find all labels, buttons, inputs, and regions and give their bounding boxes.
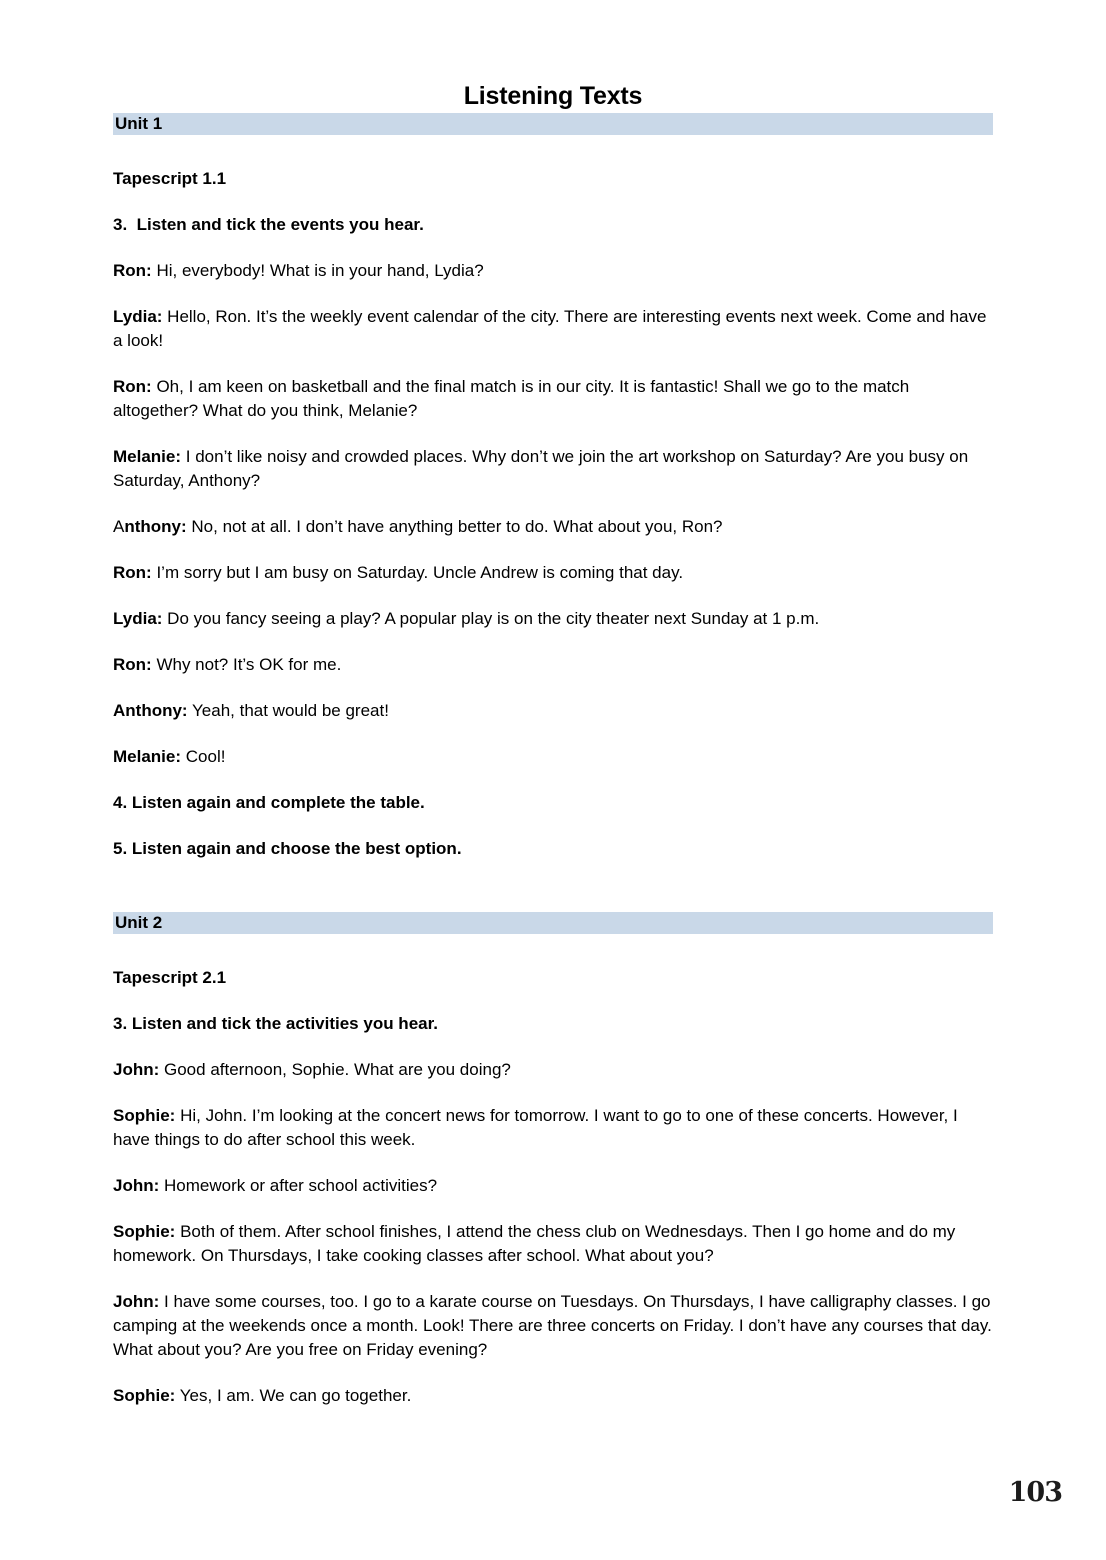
dialogue-text: I have some courses, too. I go to a karate course on Tuesdays. On Thursdays, I have calligraphy classes. I go camping at the weekends once a month. Look! There are three concerts on Friday. I don’t have any courses that day. What about you? Are you free on Friday evening?: [113, 1292, 997, 1359]
speaker-name: Ron:: [113, 261, 152, 280]
dialogue-text: Do you fancy seeing a play? A popular play is on the city theater next Sunday at 1 p.m.: [162, 609, 820, 628]
dialogue-text: Cool!: [181, 747, 226, 766]
speaker-name: Sophie:: [113, 1222, 176, 1241]
speaker-name: Melanie:: [113, 747, 182, 766]
page-title: Listening Texts: [463, 82, 643, 110]
page-number: 103: [1008, 1477, 1062, 1508]
dialogue-line: [113, 515, 993, 539]
unit2-header-label: Unit 2: [115, 913, 163, 932]
speaker-name: Sophie:: [113, 1386, 176, 1405]
dialogue-line: [113, 1290, 997, 1362]
unit2-task-3: 3. Listen and tick the activities you hear.: [113, 1014, 439, 1033]
dialogue-line: [113, 745, 993, 769]
unit1-task-5: 5. Listen again and choose the best option.: [113, 839, 462, 858]
dialogue-line: [113, 1058, 993, 1082]
dialogue-line: [113, 259, 993, 283]
dialogue-line: [113, 1174, 993, 1198]
dialogue-text: Hi, John. I’m looking at the concert news for tomorrow. I want to go to one of these concerts. However, I have things to do after school this week.: [113, 1106, 963, 1149]
speaker-name: Sophie:: [113, 1106, 176, 1125]
section-gap: [113, 883, 993, 912]
speaker-name: Ron:: [113, 655, 152, 674]
unit1-header-bar: [113, 113, 993, 135]
unit2-tapescript-title: Tapescript 2.1: [113, 968, 227, 987]
dialogue-line: [113, 561, 993, 585]
dialogue-line: [113, 1220, 993, 1268]
speaker-name: John:: [113, 1292, 160, 1311]
speaker-name: Ron:: [113, 377, 152, 396]
speaker-name: John:: [113, 1176, 160, 1195]
unit1-header-label: Unit 1: [115, 114, 163, 133]
page-content: [113, 0, 997, 1408]
dialogue-text: Both of them. After school finishes, I attend the chess club on Wednesdays. Then I go home and do my homework. On Thursdays, I take cooking classes after school. What about you?: [113, 1222, 961, 1265]
dialogue-line: [113, 699, 993, 723]
speaker-name: Lydia:: [113, 609, 163, 628]
dialogue-text: Yes, I am. We can go together.: [175, 1386, 412, 1405]
speaker-name: John:: [113, 1060, 160, 1079]
dialogue-line: [113, 1384, 993, 1408]
dialogue-text: No, not at all. I don’t have anything better to do. What about you, Ron?: [186, 517, 723, 536]
unit1-task-4: 4. Listen again and complete the table.: [113, 793, 425, 812]
dialogue-text: Hello, Ron. It’s the weekly event calendar of the city. There are interesting events next week. Come and have a look!: [113, 307, 992, 350]
dialogue-line: [113, 445, 993, 493]
dialogue-text: I don’t like noisy and crowded places. Why don’t we join the art workshop on Saturday? Are you busy on Saturday, Anthony?: [113, 447, 973, 490]
speaker-name: Anthony:: [113, 701, 188, 720]
dialogue-text: Why not? It’s OK for me.: [151, 655, 342, 674]
speaker-name: Melanie:: [113, 447, 182, 466]
dialogue-text: Good afternoon, Sophie. What are you doing?: [159, 1060, 511, 1079]
dialogue-text: Yeah, that would be great!: [187, 701, 389, 720]
dialogue-line: [113, 375, 993, 423]
speaker-name: Ron:: [113, 563, 152, 582]
dialogue-line: [113, 607, 993, 631]
speaker-name-prefix: A: [113, 517, 125, 536]
dialogue-text: Homework or after school activities?: [159, 1176, 438, 1195]
dialogue-text: I’m sorry but I am busy on Saturday. Uncle Andrew is coming that day.: [151, 563, 684, 582]
dialogue-line: [113, 1104, 993, 1152]
unit2-header-bar: [113, 912, 993, 934]
dialogue-line: [113, 653, 993, 677]
unit1-tapescript-title: Tapescript 1.1: [113, 169, 227, 188]
speaker-name: Lydia:: [113, 307, 163, 326]
speaker-name: nthony:: [124, 517, 187, 536]
unit1-task-3: 3. Listen and tick the events you hear.: [113, 215, 424, 234]
dialogue-text: Hi, everybody! What is in your hand, Lydia?: [151, 261, 484, 280]
dialogue-line: [113, 305, 993, 353]
dialogue-text: Oh, I am keen on basketball and the final match is in our city. It is fantastic! Shall we go to the match altogether? What do you think, Melanie?: [113, 377, 914, 420]
